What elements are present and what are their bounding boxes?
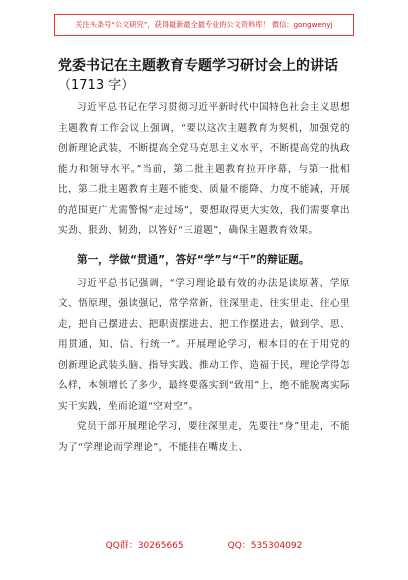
document-title: 党委书记在主题教育专题学习研讨会上的讲话 <box>58 58 338 74</box>
promo-banner-text: 关注头条号“公文研究”，获得最新最全最专业的公文资料库！ 微信：gongwenyj <box>75 20 333 29</box>
section-paragraph: 党员干部开展理论学习，要往深里走，先要往“身”里走，不能为了“学理论而学理论”，不能挂在嘴皮上、 <box>58 421 350 453</box>
qq-number: QQ：535304092 <box>227 541 303 551</box>
document-word-count: （1713 字） <box>58 78 135 93</box>
contact-footer <box>0 538 408 551</box>
section-heading: 第一，学做“贯通”，答好“学”与“干”的辩证题。 <box>77 253 310 266</box>
document-body <box>58 98 350 458</box>
intro-paragraph: 习近平总书记在学习贯彻习近平新时代中国特色社会主义思想主题教育工作会议上强调，“要以这次主题教育为契机，加强党的创新理论武装，不断提高全党马克思主义水平，不断提高党的执政能力和领导水平。”当前，第二批主题教育拉开序幕，与第一批相比，第二批主题教育主题不能变、质量不能降、力度不能减，开展的范围更广尤需警惕“走过场”，要想取得更大实效，我们需要拿出实劲、狠劲、韧劲，以答好“三道题”，确保主题教育效果。 <box>58 102 350 236</box>
qq-group: QQ群：30265665 <box>105 541 184 551</box>
section-paragraph: 习近平总书记强调，“学习理论最有效的办法是读原著、学原文、悟原理，强读强记，常学常新，往深里走、往实里走、往心里走，把自己摆进去、把职责摆进去、把工作摆进去，做到学、思、用贯通，知、信、行统一”。开展理论学习，根本目的在于用党的创新理论武装头脑、指导实践、推动工作、造福于民，理论学得怎么样，本领增长了多少，最终要落实到“致用”上，绝不能脱离实际实干实践，坐而论道“空对空”。 <box>58 277 350 412</box>
promo-banner <box>54 14 354 36</box>
